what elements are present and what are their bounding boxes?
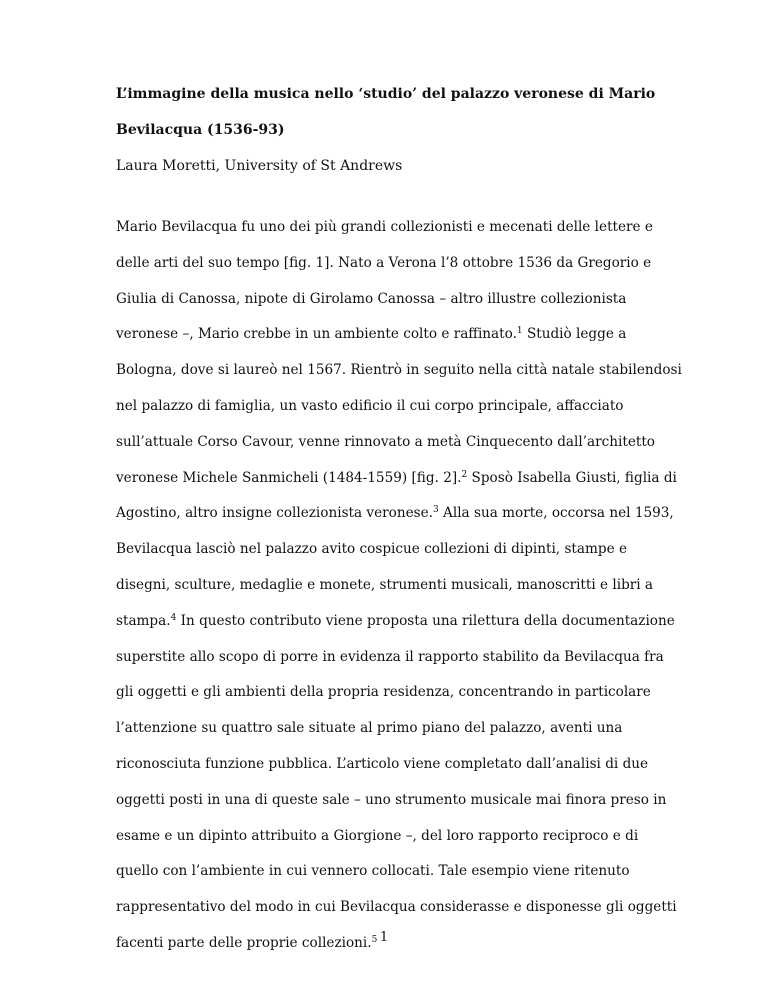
title-line-1: L’immagine della musica nello ‘studio’ del palazzo veronese di Mario <box>116 86 656 102</box>
paragraph-line <box>116 747 661 783</box>
line-text: Giulia di Canossa, nipote di Girolamo Canossa – altro illustre collezionista <box>116 290 627 307</box>
line-text: Bologna, dove si laureò nel 1567. Rientrò in seguito nella città natale stabilendosi <box>116 362 682 379</box>
footnote-reference[interactable]: 3 <box>432 505 439 516</box>
title-line-2: Bevilacqua (1536-93) <box>116 122 285 138</box>
paragraph-line <box>116 604 675 640</box>
paragraph-line <box>116 425 661 461</box>
line-text-continued: Sposò Isabella Giusti, figlia di <box>467 469 677 486</box>
paragraph-line <box>116 675 661 711</box>
article-title <box>116 76 676 148</box>
line-text-continued: Alla sua morte, occorsa nel 1593, <box>438 505 674 522</box>
page-number: 1 <box>379 930 389 945</box>
author-affiliation: Laura Moretti, University of St Andrews <box>116 158 403 174</box>
line-text: esame e un dipinto attribuito a Giorgione –, del loro rapporto reciproco e di <box>116 827 639 844</box>
paragraph-line <box>116 210 661 246</box>
line-text-continued: Studiò legge a <box>522 326 627 343</box>
line-text: veronese Michele Sanmicheli (1484-1559) [fig. 2]. <box>116 469 462 486</box>
paragraph-line <box>116 819 661 855</box>
line-text: Mario Bevilacqua fu uno dei più grandi collezionisti e mecenati delle lettere e <box>116 219 653 235</box>
line-text: l’attenzione su quattro sale situate al primo piano del palazzo, aventi una <box>116 720 623 737</box>
paragraph-line <box>116 496 674 532</box>
paragraph-line <box>116 711 661 747</box>
line-text: veronese –, Mario crebbe in un ambiente colto e raffinato. <box>116 326 517 343</box>
paragraph-line <box>116 568 661 604</box>
line-text: delle arti del suo tempo [fig. 1]. Nato a Verona l’8 ottobre 1536 da Gregorio e <box>116 254 652 271</box>
line-text: nel palazzo di famiglia, un vasto edificio il cui corpo principale, affacciato <box>116 397 624 414</box>
line-text: riconosciuta funzione pubblica. L’articolo viene completato dall’analisi di due <box>116 755 649 772</box>
paragraph-line <box>116 317 661 353</box>
line-text: disegni, sculture, medaglie e monete, strumenti musicali, manoscritti e libri a <box>116 576 654 593</box>
line-text: rappresentativo del modo in cui Bevilacqua considerasse e disponesse gli oggetti <box>116 899 677 916</box>
paragraph-line <box>116 532 661 568</box>
paragraph-line <box>116 854 661 890</box>
line-text: quello con l’ambiente in cui vennero collocati. Tale esempio viene ritenuto <box>116 863 630 880</box>
paragraph-line <box>116 640 664 676</box>
footnote-reference[interactable]: 4 <box>170 612 177 623</box>
paragraph-line <box>116 461 677 497</box>
footnote-reference[interactable]: 2 <box>461 469 468 480</box>
line-text: oggetti posti in una di queste sale – uno strumento musicale mai finora preso in <box>116 791 667 808</box>
footnote-reference[interactable]: 5 <box>371 934 378 945</box>
line-text: gli oggetti e gli ambienti della propria residenza, concentrando in particolare <box>116 684 651 701</box>
line-text: superstite allo scopo di porre in evidenza il rapporto stabilito da Bevilacqua fra <box>116 648 664 665</box>
footnote-reference[interactable]: 1 <box>516 326 523 337</box>
line-text: sull’attuale Corso Cavour, venne rinnovato a metà Cinquecento dall’architetto <box>116 433 655 450</box>
paragraph-line <box>116 783 667 819</box>
paragraph-line <box>116 389 661 425</box>
line-text-continued: In questo contributo viene proposta una rilettura della documentazione <box>176 612 675 629</box>
paragraph-line <box>116 282 661 318</box>
paragraph-line <box>116 890 677 926</box>
line-text: Bevilacqua lasciò nel palazzo avito cospicue collezioni di dipinti, stampe e <box>116 541 627 558</box>
line-text: stampa. <box>116 612 171 629</box>
paragraph-line <box>116 353 682 389</box>
line-text: facenti parte delle proprie collezioni. <box>116 934 372 951</box>
body-paragraph <box>116 210 682 962</box>
line-text: Agostino, altro insigne collezionista veronese. <box>116 505 433 522</box>
paragraph-line <box>116 246 661 282</box>
